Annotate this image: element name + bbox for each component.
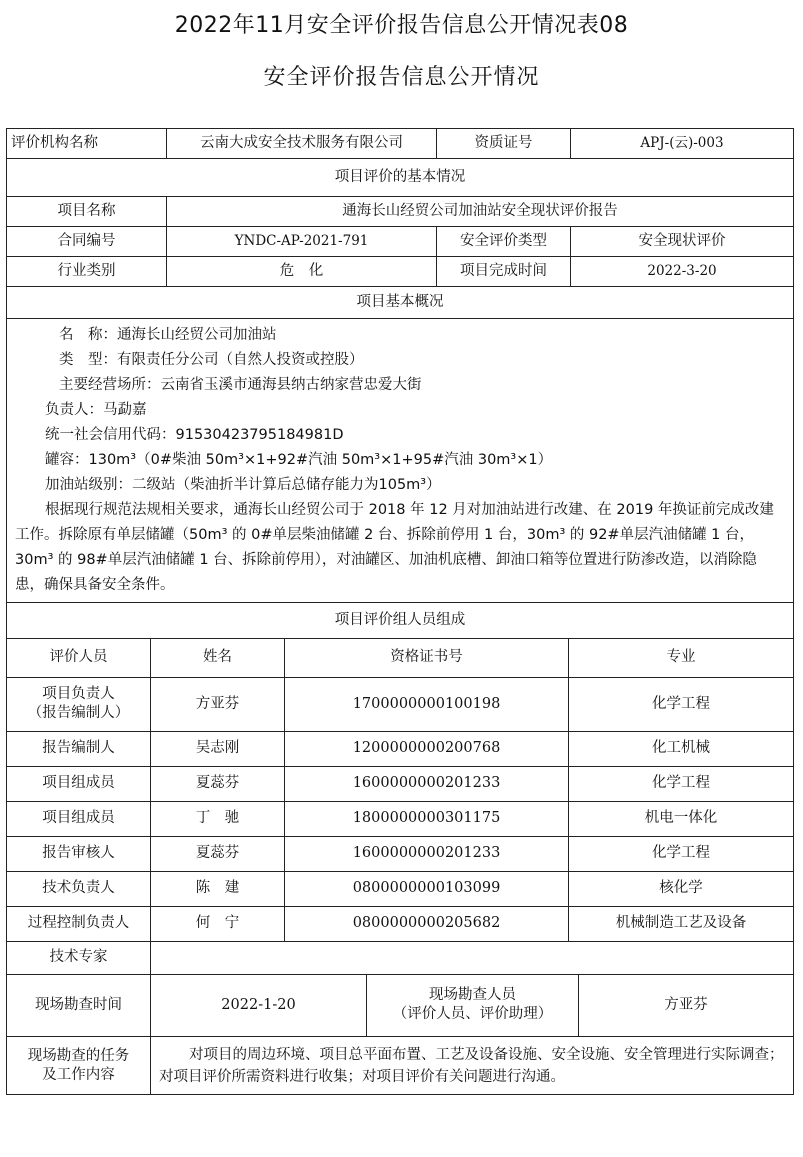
industry-value: 危 化 xyxy=(167,257,437,287)
survey-people-label xyxy=(367,975,579,1037)
team-role xyxy=(7,677,151,731)
survey-time-value: 2022-1-20 xyxy=(151,975,367,1037)
info-table-wrapper xyxy=(6,128,793,1095)
team-major: 机械制造工艺及设备 xyxy=(569,906,794,941)
survey-row xyxy=(7,975,794,1037)
org-label: 评价机构名称 xyxy=(7,129,167,159)
team-cert: 0800000000205682 xyxy=(285,906,569,941)
overview-person: 负责人：马勐嘉 xyxy=(45,402,147,418)
team-major: 化学工程 xyxy=(569,677,794,731)
overview-place: 主要经营场所：云南省玉溪市通海县纳古纳家营忠爱大街 xyxy=(59,377,422,393)
task-row xyxy=(7,1037,794,1095)
team-major: 化学工程 xyxy=(569,766,794,801)
team-cert: 1600000000201233 xyxy=(285,836,569,871)
team-col-name: 姓名 xyxy=(151,639,285,677)
info-table-upper xyxy=(6,128,794,639)
team-header-row xyxy=(7,639,794,677)
finish-time-label: 项目完成时间 xyxy=(437,257,571,287)
team-col-cert: 资格证书号 xyxy=(285,639,569,677)
expert-value xyxy=(151,941,794,974)
contract-value: YNDC-AP-2021-791 xyxy=(167,227,437,257)
team-major: 化学工程 xyxy=(569,836,794,871)
team-cert: 1700000000100198 xyxy=(285,677,569,731)
expert-label: 技术专家 xyxy=(7,941,151,974)
team-name: 吴志刚 xyxy=(151,731,285,766)
team-cert: 0800000000103099 xyxy=(285,871,569,906)
team-major: 机电一体化 xyxy=(569,801,794,836)
basic-section-title: 项目评价的基本情况 xyxy=(7,159,794,197)
table-row xyxy=(7,871,794,906)
org-row xyxy=(7,129,794,159)
table-row xyxy=(7,731,794,766)
eval-type-label: 安全评价类型 xyxy=(437,227,571,257)
overview-description: 根据现行规范法规相关要求，通海长山经贸公司于 2018 年 12 月对加油站进行改建、在 2019 年换证前完成改建工作。拆除原有单层储罐（50m³ 的 0#单层柴油储罐 2 台、拆除前停用 1 台，30m³ 的 92#单层汽油储罐 1 台，30m³ 的 98#单层汽油储罐 1 台、拆除前停用），对油罐区、加油机底槽、卸油口箱等位置进行防渗改造，以消除隐患，确保具备安全条件。 xyxy=(15,502,774,593)
expert-row xyxy=(7,941,794,974)
survey-table xyxy=(6,975,794,1096)
table-row xyxy=(7,677,794,731)
team-name: 方亚芬 xyxy=(151,677,285,731)
cert-label: 资质证号 xyxy=(437,129,571,159)
team-name: 何 宁 xyxy=(151,906,285,941)
team-major: 化工机械 xyxy=(569,731,794,766)
eval-type-value: 安全现状评价 xyxy=(571,227,794,257)
team-role: 报告编制人 xyxy=(7,731,151,766)
industry-label: 行业类别 xyxy=(7,257,167,287)
team-cert: 1200000000200768 xyxy=(285,731,569,766)
overview-content xyxy=(7,319,794,603)
project-name-value: 通海长山经贸公司加油站安全现状评价报告 xyxy=(167,197,794,227)
team-major: 核化学 xyxy=(569,871,794,906)
team-table xyxy=(6,639,794,975)
team-cert: 1600000000201233 xyxy=(285,766,569,801)
org-value: 云南大成安全技术服务有限公司 xyxy=(167,129,437,159)
document-subtitle: 安全评价报告信息公开情况 xyxy=(263,65,540,90)
table-row xyxy=(7,906,794,941)
overview-name: 名 称：通海长山经贸公司加油站 xyxy=(59,327,277,343)
team-cert: 1800000000301175 xyxy=(285,801,569,836)
project-name-label: 项目名称 xyxy=(7,197,167,227)
survey-time-label: 现场勘查时间 xyxy=(7,975,151,1037)
team-role: 技术负责人 xyxy=(7,871,151,906)
team-name: 夏蕊芬 xyxy=(151,836,285,871)
survey-people-label-line1: 现场勘查人员 xyxy=(429,987,516,1004)
team-role: 报告审核人 xyxy=(7,836,151,871)
team-role: 项目组成员 xyxy=(7,766,151,801)
team-role: 过程控制负责人 xyxy=(7,906,151,941)
task-label xyxy=(7,1037,151,1095)
overview-type: 类 型：有限责任分公司（自然人投资或控股） xyxy=(59,352,364,368)
overview-tank: 罐容：130m³（0#柴油 50m³×1+92#汽油 50m³×1+95#汽油 30m³×1） xyxy=(45,452,553,468)
team-name: 陈 建 xyxy=(151,871,285,906)
team-role-line2: （报告编制人） xyxy=(27,705,130,721)
team-col-role: 评价人员 xyxy=(7,639,151,677)
table-row xyxy=(7,801,794,836)
table-row xyxy=(7,766,794,801)
team-col-major: 专业 xyxy=(569,639,794,677)
overview-credit-code: 统一社会信用代码：91530423795184981D xyxy=(45,427,344,443)
team-role-line1: 项目负责人 xyxy=(42,686,115,703)
overview-level: 加油站级别：二级站（柴油折半计算后总储存能力为105m³） xyxy=(45,477,441,493)
team-section-title: 项目评价组人员组成 xyxy=(7,603,794,639)
contract-label: 合同编号 xyxy=(7,227,167,257)
overview-section-title: 项目基本概况 xyxy=(7,287,794,319)
team-name: 丁 驰 xyxy=(151,801,285,836)
finish-time-value: 2022-3-20 xyxy=(571,257,794,287)
task-label-line1: 现场勘查的任务 xyxy=(27,1047,130,1064)
table-row xyxy=(7,836,794,871)
survey-people-value: 方亚芬 xyxy=(579,975,794,1037)
document-title: 2022年11月安全评价报告信息公开情况表08 xyxy=(174,13,629,38)
task-value: 对项目的周边环境、项目总平面布置、工艺及设备设施、安全设施、安全管理进行实际调查；对项目评价所需资料进行收集；对项目评价有关问题进行沟通。 xyxy=(151,1037,794,1095)
team-name: 夏蕊芬 xyxy=(151,766,285,801)
team-role: 项目组成员 xyxy=(7,801,151,836)
cert-value: APJ-(云)-003 xyxy=(571,129,794,159)
survey-people-label-line2: （评价人员、评价助理） xyxy=(392,1006,553,1023)
task-label-line2: 及工作内容 xyxy=(42,1066,115,1083)
